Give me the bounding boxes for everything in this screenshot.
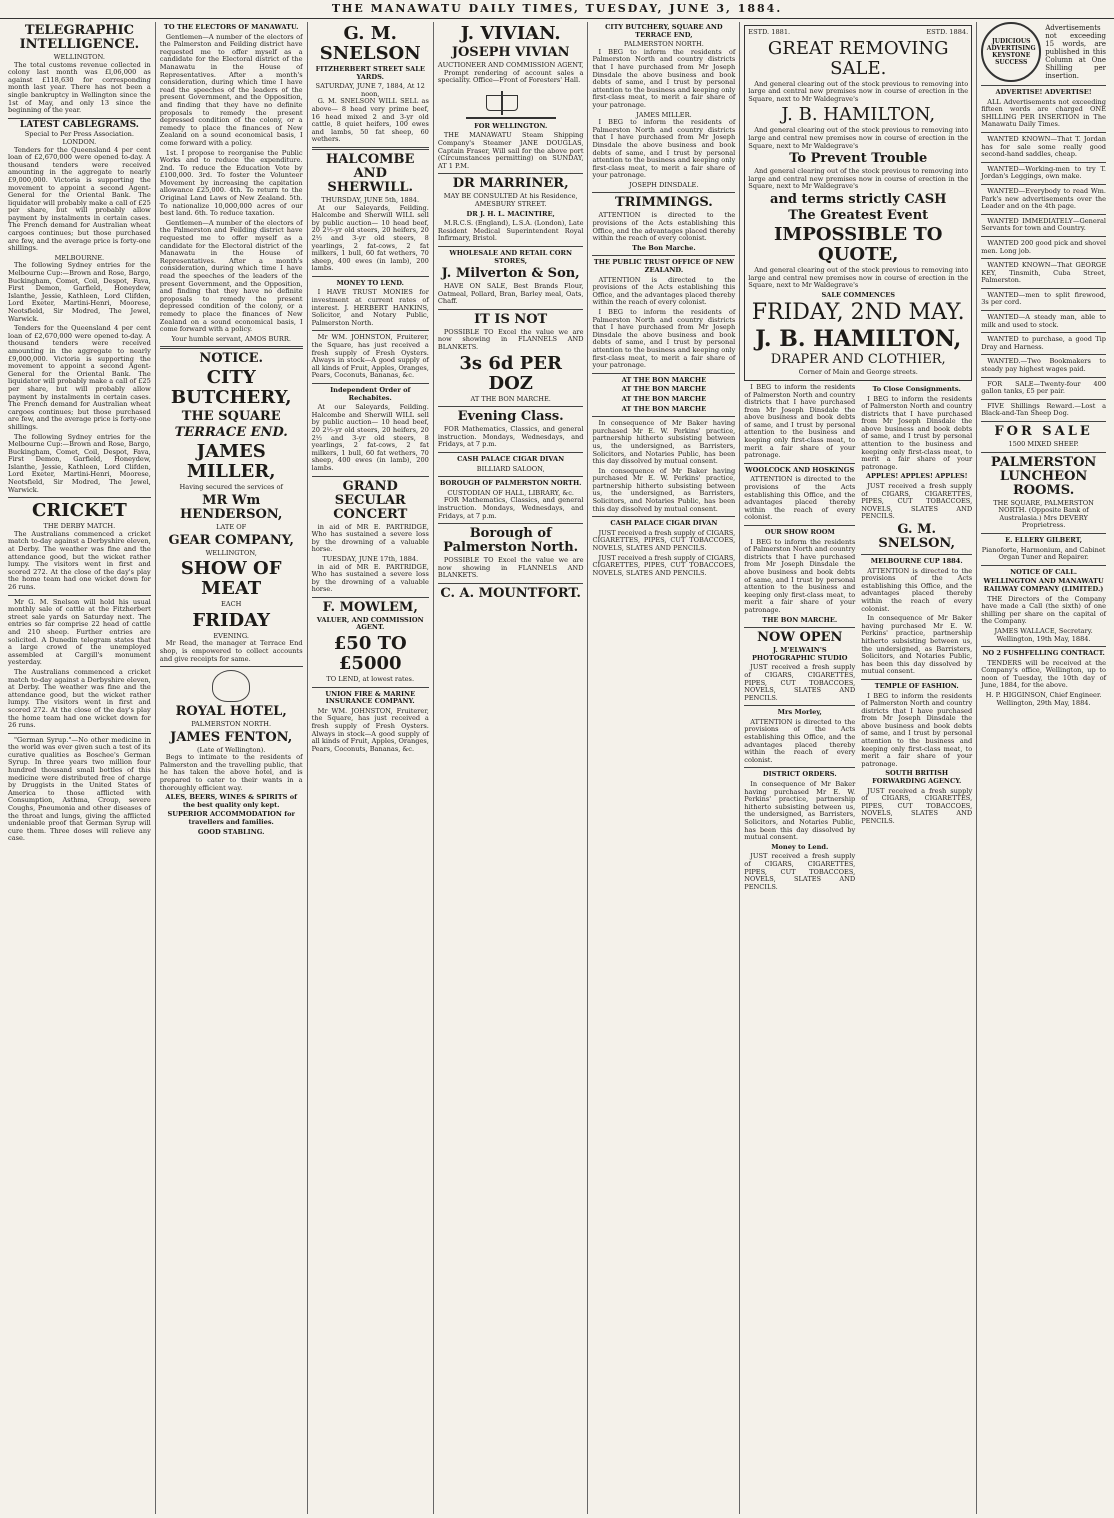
ad-heading: NO 2 FUSHFELLING CONTRACT. (982, 649, 1105, 658)
hamilton-ad (744, 25, 972, 381)
ad-heading: FOR SALE (994, 424, 1093, 439)
classified-ad: WANTED 200 good pick and shovel men. Long job. (981, 238, 1107, 255)
ad-text: I BEG to inform the residents of Palmerston North and country districts that I have purchased from Mr Joseph Dinsdale the above business and book debts of same, and I trust by personal attention to the business and keeping only first-class meat, to merit a fair share of your patronage. (861, 691, 973, 768)
ad-text: Prompt rendering of account sales a speciality. Office—Front of Foresters' Hall. (437, 68, 584, 85)
left-subcolumn (744, 384, 855, 893)
ad-text: Corner of Main and George streets. (798, 368, 918, 377)
ad-text: THE Directors of the Company have made a Call (the sixth) of one shilling per share on the capital of the Company. (981, 594, 1107, 626)
ad-heading: OUR SHOW ROOM (764, 528, 835, 536)
advertising-stamp-icon: JUDICIOUS ADVERTISING KEYSTONE SUCCESS (981, 22, 1041, 82)
article-text: Tenders for the Queensland 4 per cent loan of £2,670,000 were opened to-day. A thousand tenders were received amounting in the aggregate to nearly £9,000,000. Victoria is supporting the movement to appoint a second Agent-General for the Oriental Bank. The liquidator will probably make a call of £25 per share, but will probably allow payment by instalments in certain cases. The French demand for Australian wheat cargoes continues; but those purchased are few, and the average price is forty-one shillings. (8, 145, 151, 253)
ad-heading: GRAND SECULAR CONCERT (333, 478, 408, 522)
ad-text: LATE OF (216, 522, 247, 531)
ad-heading: The Bon Marche. (632, 243, 696, 252)
ad-text: ATTENTION is directed to the provisions of the Acts establishing this Office, and the advantages placed thereby within the reach of every colonist. (592, 275, 736, 307)
signature: JOSEPH DINSDALE. (629, 180, 699, 189)
ad-text: I BEG to inform the residents of Palmerston North and country districts that I have purchased from Mr Joseph Dinsdale the above business and book debts of same, and I trust by personal attention to the business and keeping only first-class meat, to merit a fair share of your patronage. (592, 118, 736, 180)
ad-text: MAY BE CONSULTED At his Residence, AMESBURY STREET. (443, 192, 578, 208)
notice-heading: NOTICE. (199, 351, 264, 367)
ad-text: FOR Mathematics, Classics, and general instruction. Mondays, Wednesdays, and Fridays, at 7 p.m. (437, 425, 584, 449)
ad-heading: To Close Consignments. (872, 384, 961, 393)
signature: Your humble servant, AMOS BURR. (171, 334, 291, 343)
ad-heading: J. M'ELWAIN'S PHOTOGRAPHIC STUDIO (751, 646, 848, 662)
ad-heading: AT THE BON MARCHE (621, 394, 707, 403)
column-6 (740, 22, 977, 1514)
ad-text: ESTD. 1881. (748, 28, 791, 36)
ad-text: THE SQUARE, PALMERSTON NORTH. (Opposite Bank of Australasia.) Mrs DEVERY Proprietress. (993, 498, 1094, 530)
article-text: The following Sydney entries for the Melbourne Cup:—Brown and Rose, Bargo, Buckingham, Comet, Coil, Despot, Fava, First Demon, Garfield, Honeydew, Islanthe, Jessie, Kathleen, Lord Clifden, Lord Exeter, Martini-Henri, Moorese, Neotsfield, Sir Modred, The Jewel, Warwick. (8, 432, 151, 494)
ad-heading: SHOW OF MEAT (180, 558, 282, 600)
ad-text: In consequence of Mr Baker having purchased Mr E. W. Perkins' practice, partnership hitherto subsisting between us, the undersigned, as Barristers, Solicitors, and Notaries Public, has been this day dissolved by mutual consent. (744, 780, 856, 842)
ad-heading: JOSEPH VIVIAN (451, 45, 570, 60)
ad-text: JUST received a fresh supply of CIGARS, CIGARETTES, PIPES, CUT TOBACCOES, NOVELS, SLATES AND PENCILS. (861, 786, 973, 825)
ad-text: JUST received a fresh supply of CIGARS, CIGARETTES, PIPES, CUT TOBACCOES, NOVELS, SLATES AND PENCILS. (861, 482, 973, 521)
ad-heading: SOUTH BRITISH FORWARDING AGENCY. (872, 769, 962, 786)
ad-heading: Borough of Palmerston North. (443, 526, 579, 556)
classified-ad: WANTED IMMEDIATELY—General Servants for town and Country. (981, 216, 1107, 233)
ad-heading: AT THE BON MARCHE (621, 375, 707, 384)
ad-text: THURSDAY, JUNE 5th, 1884. (321, 195, 420, 204)
ad-heading: Independent Order of Rechabites. (330, 386, 411, 402)
ad-text: I BEG to inform the residents of Palmerston North and country districts that I have purchased from Mr Joseph Dinsdale the above business and book debts of same, and I trust by personal attention to the business and keeping only first-class meat, to merit a fair share of your patronage. (592, 308, 736, 370)
ad-text: FOR Mathematics, Classics, and general instruction. Mondays, Wednesdays, and Fridays, at 7 p.m. (437, 496, 584, 520)
ad-heading: ADVERTISE! ADVERTISE! (995, 88, 1092, 96)
ad-text: I BEG to inform the residents of Palmerston North and country districts that I have purchased from Mr Joseph Dinsdale the above business and book debts of same, and I trust by personal attention to the business and keeping only first-class meat, to merit a fair share of your patronage. (861, 394, 973, 471)
ad-heading: FRIDAY (192, 609, 271, 631)
ad-text: TO LEND, at lowest rates. (326, 675, 415, 684)
ad-text: At our Saleyards, Feilding. Halcombe and Sherwill WILL sell by public auction— 10 head beef, 20 2½-yr old steers, 20 heifers, 20 2½ and 3-yr old steers, 8 yearlings, 2 fat-cows, 2 fat milkers, 1 bull, 60 fat wethers, 70 sheep, 400 ewes (in lamb), 200 lambs. (311, 403, 429, 472)
ad-text: TENDERS will be received at the Company's office, Wellington, up to noon of Tuesday, the 10th day of June, 1884, for the above. (981, 658, 1107, 690)
ad-heading: AT THE BON MARCHE (621, 404, 707, 413)
ad-heading: THE BON MARCHE. (762, 615, 838, 624)
ad-heading: and terms strictly CASH (770, 191, 947, 207)
ad-text: WELLINGTON, (205, 548, 257, 557)
ad-heading: 3s 6d PER DOZ (459, 352, 562, 394)
ad-heading: Mrs Morley, (777, 708, 822, 717)
ad-heading: PALMERSTON LUNCHEON ROOMS. (990, 454, 1097, 498)
ad-text: POSSIBLE TO Excel the value we are now showing in FLANNELS AND BLANKETS. (437, 327, 584, 352)
ad-text: PALMERSTON NORTH. (191, 720, 272, 729)
ad-heading: MONEY TO LEND. (336, 278, 404, 287)
ad-heading: DRAPER AND CLOTHIER, (770, 352, 946, 368)
signature: H. P. HIGGINSON, Chief Engineer. Wellington, 29th May, 1884. (985, 691, 1102, 707)
ad-text: BILLIARD SALOON, (476, 464, 545, 473)
ad-text: in aid of MR E. PARTRIDGE, Who has sustained a severe loss by the drowning of a valuable horse. (311, 522, 429, 554)
classified-ad: WANTED—men to split firewood, 3s per cord. (981, 290, 1107, 307)
ad-heading: JAMES FENTON, (170, 729, 293, 745)
ad-text: AT THE BON MARCHE. (470, 394, 551, 403)
coat-of-arms-icon (212, 670, 250, 702)
ad-heading: IT IS NOT (474, 311, 548, 327)
ad-text: CUSTODIAN OF HALL, LIBRARY, &c. (447, 488, 574, 497)
ad-heading: TRIMMINGS. (614, 195, 713, 211)
classified-ad: WANTED—Everybody to read Wm. Park's new advertisements over the Leader and on the 4th page. (981, 186, 1107, 211)
ad-text: ATTENTION is directed to the provisions of the Acts establishing this Office, and the advantages placed thereby within the reach of every colonist. (744, 717, 856, 764)
ad-text: TUESDAY, JUNE 17th, 1884. (322, 554, 419, 563)
article-text: The following Sydney entries for the Melbourne Cup:—Brown and Rose, Bargo, Buckingham, Comet, Coil, Despot, Fava, First Demon, Garfield, Honeydew, Islanthe, Jessie, Kathleen, Lord Clifden, Lord Exeter, Martini-Henri, Moorese, Neotsfield, Sir Modred, The Jewel, Warwick. (8, 261, 151, 323)
cricket-heading: CRICKET (32, 500, 127, 522)
ad-heading: TERRACE END. (174, 425, 288, 441)
right-subcolumn (861, 384, 972, 893)
vivian-heading: J. VIVIAN. (460, 23, 561, 44)
classified-ad: WANTED.—Two Bookmakers to steady pay highest wages paid. (981, 357, 1107, 374)
ad-text: PALMERSTON NORTH. (623, 40, 704, 49)
ad-heading: WOOLCOCK AND HOSKINGS (745, 465, 855, 474)
ad-text: AUCTIONEER AND COMMISSION AGENT, (437, 61, 584, 69)
dateline: WELLINGTON. (53, 53, 106, 61)
ad-heading: BOROUGH OF PALMERSTON NORTH. (439, 479, 582, 488)
ad-text: Pianoforte, Harmonium, and Cabinet Organ Tuner and Repairer. (981, 545, 1106, 562)
classified-ad: FIVE Shillings Reward.—Lost a Black-and-Tan Sheep Dog. (981, 401, 1107, 418)
ad-text: HAVE ON SALE, Best Brands Flour, Oatmeal, Pollard, Bran, Barley meal, Oats, Chaff. (437, 282, 584, 306)
electors-heading: TO THE ELECTORS OF MANAWATU. (163, 23, 299, 31)
ad-heading: SALE COMMENCES (821, 290, 895, 299)
ad-heading: WHOLESALE AND RETAIL CORN STORES, (449, 248, 573, 265)
classified-ad: WANTED—A steady man, able to milk and used to stock. (981, 313, 1107, 329)
ad-heading: MELBOURNE CUP 1884. (870, 557, 963, 565)
classified-ad: WANTED to purchase, a good Tip Dray and Harness. (981, 335, 1107, 351)
hotel-heading: ROYAL HOTEL, (175, 704, 287, 720)
ad-heading: THE PUBLIC TRUST OFFICE OF NEW ZEALAND. (593, 258, 734, 275)
ad-text: 1500 MIXED SHEEP. (1008, 440, 1079, 448)
ad-heading: HALCOMBE AND SHERWILL. (325, 151, 415, 195)
ad-heading: IMPOSSIBLE TO QUOTE, (773, 223, 943, 265)
ad-text: JUST received a fresh supply of CIGARS, CIGARETTES, PIPES, CUT TOBACCOES, NOVELS, SLATES AND PENCILS. (744, 852, 856, 891)
article-text: Tenders for the Queensland 4 per cent loan of £2,670,000 were opened to-day. A thousand tenders were received amounting in the aggregate to nearly £9,000,000. Victoria is supporting the movement to appoint a second Agent-General for the Oriental Bank. The liquidator will probably make a call of £25 per share, but will probably allow payment by instalments in certain cases. The French demand for Australian wheat cargoes continues; but those purchased are few, and the average price is forty-one shillings. (8, 324, 151, 431)
ad-text: Mr Read, the manager at Terrace End shop, is empowered to collect accounts and give receipts for same. (159, 639, 303, 663)
ad-text: ESTD. 1884. (926, 28, 969, 36)
column-3 (308, 22, 434, 1514)
ad-text: I BEG to inform the residents of Palmerston North and country districts that I have purchased from Mr Joseph Dinsdale the above business and book debts of same, and I trust by personal attention to the business and keeping only first-class meat, to merit a fair share of your patronage. (744, 537, 856, 614)
ad-text: ALL Advertisements not exceeding fifteen words are charged ONE SHILLING PER INSERTION in The Manawatu Daily Times. (981, 97, 1107, 129)
ad-heading: G. M. SNELSON, (878, 522, 956, 551)
ad-heading: Money to Lend. (771, 842, 829, 851)
ad-heading: VALUER, AND COMMISSION AGENT. (316, 615, 424, 632)
ad-text: I HAVE TRUST MONIES for investment at current rates of interest. J. HERBERT HANKINS, Solicitor, and Notary Public, Palmerston North. (311, 288, 429, 327)
ad-heading: ALES, BEERS, WINES & SPIRITS of the best quality only kept. (165, 793, 297, 809)
newspaper-columns (4, 22, 1110, 1514)
ad-heading: NOW OPEN (757, 630, 843, 646)
ad-heading: THE SQUARE (181, 409, 281, 425)
telegraphic-heading: TELEGRAPHIC INTELLIGENCE. (19, 23, 140, 52)
ad-heading: GREAT REMOVING SALE. (767, 37, 949, 79)
ad-text: I BEG to inform the residents of Palmerston North and country districts that I have purchased from Mr Joseph Dinsdale the above business and book debts of same, and I trust by personal attention to the business and keeping only first-class meat, to merit a fair share of your patronage. (592, 47, 736, 109)
column-1 (4, 22, 156, 1514)
ad-text: ATTENTION is directed to the provisions of the Acts establishing this Office, and the advantages placed thereby within the reach of every colonist. (861, 566, 973, 613)
ad-text: JUST received a fresh supply of CIGARS, CIGARETTES, PIPES, CUT TOBACCOES, NOVELS, SLATES AND PENCILS. (592, 528, 736, 553)
column-7 (977, 22, 1110, 1514)
column-2 (156, 22, 308, 1514)
ad-heading: FRIDAY, 2ND MAY. (751, 300, 965, 326)
article-text: The total customs revenue collected in colony last month was £l,06,000 as against £118,630 for corresponding month last year. There has not been a single bankruptcy in Wellington since the 1st of May, and only 13 since the beginning of the year. (8, 60, 151, 115)
snelson-heading: G. M. SNELSON (319, 23, 421, 64)
subheading: MELBOURNE. (54, 253, 105, 262)
ad-text: EVENING. (213, 631, 250, 640)
ad-heading: NOTICE OF CALL. (1010, 567, 1078, 576)
classified-ad: FOR SALE—Twenty-four 400 gallon tanks, £5 per pair. (981, 379, 1107, 396)
subheading: Special to Per Press Association. LONDON. (24, 130, 135, 146)
ad-heading: J. Milverton & Son, (441, 266, 580, 282)
ad-heading: JAMES MILLER, (186, 441, 276, 483)
ad-heading: F. MOWLEM, (322, 599, 418, 615)
ad-text: G. M. SNELSON WILL SELL as above— 8 head very prime beef, 16 head mixed 2 and 3-yr old cattle, 8 quiet heifers, 100 ewes and lambs, 50 fat sheep, 60 wethers. (311, 97, 429, 144)
ad-text: And general clearing out of the stock previous to removing into large and central new premises now in course of erection in the Square, next to Mr Waldegrave's (748, 265, 969, 290)
ad-text: JUST received a fresh supply of CIGARS, CIGARETTES, PIPES, CUT TOBACCOES, NOVELS, SLATES AND PENCILS. (592, 553, 736, 577)
ad-heading: The Greatest Event (788, 207, 929, 223)
ad-heading: GEAR COMPANY, (168, 532, 294, 548)
ad-text: ATTENTION is directed to the provisions of the Acts establishing this Office, and the advantages placed thereby within the reach of every colonist. (592, 211, 736, 243)
article-text: "German Syrup."—No other medicine in the world was ever given such a test of its curative qualities as Boschee's German Syrup. In three years two million four hundred thousand small bottles of this medicine were distributed free of charge by Druggists in the United States of America to those afflicted with Consumption, Asthma, Croup, severe Coughs, Pneumonia and other diseases of the throat and lungs, giving the afflicted undeniable proof that German Syrup will cure them. Three doses will relieve any case. (8, 735, 151, 843)
ad-text: THE MANAWATU Steam Shipping Company's Steamer JANE DOUGLAS, Captain Fraser, Will sail for the above port (Circumstances permitting) on SUNDAY, AT 1 P.M. (437, 131, 584, 170)
ad-heading: CASH PALACE CIGAR DIVAN (457, 455, 565, 464)
ad-heading: E. ELLERY GILBERT, (1005, 535, 1083, 544)
ad-heading: CITY BUTCHERY, (170, 367, 292, 409)
article-text: The Australians commenced a cricket match to-day against a Derbyshire eleven, at Derby. The weather was fine and the attendance good, but the wicket rather lumpy. The visitors went in first and scored 272. At the close of the day's play the home team had one wicket down for 26 runs. (8, 529, 151, 591)
ad-text: Having secured the services of (179, 483, 283, 492)
ad-heading: FOR WELLINGTON. (474, 121, 548, 130)
signature: JAMES MILLER. (636, 110, 692, 119)
ad-heading: CASH PALACE CIGAR DIVAN (610, 519, 718, 528)
article-text: Mr G. M. Snelson will hold his usual monthly sale of cattle at the Fitzherbert street sale yards on Saturday next. The entries so far comprise 22 head of cattle and 210 sheep. Further entries are solicited. A Dunedin telegram states that a large crowd of the unemployed assembled at Cargill's monument yesterday. (8, 597, 151, 667)
ad-heading: DISTRICT ORDERS. (762, 770, 837, 779)
ad-heading: APPLES! APPLES! APPLES! (865, 472, 968, 481)
ad-heading: GOOD STABLING. (197, 827, 265, 836)
ad-heading: TEMPLE OF FASHION. (874, 681, 959, 690)
subheading: THE DERBY MATCH. (43, 522, 116, 531)
ad-text: M.R.C.S. (England), L.S.A. (London), Late Resident Medical Superintendent Royal Infirmary, Bristol. (437, 219, 584, 243)
article-text: The Australians commenced a cricket match to-day against a Derbyshire eleven, at Derby. The weather was fine and the attendance good, but the wicket rather lumpy. The visitors went in first and scored 272. At the close of the day's play the home team had one wicket down for 26 runs. (8, 667, 151, 730)
ad-text: Begs to intimate to the residents of Palmerston and the travelling public, that he has taken the above hotel, and is prepared to cater to their wants in a thoroughly efficient way. (159, 753, 303, 792)
classified-ad: WANTED—Working-men to try T. Jordan's Leggings, own make. (981, 164, 1107, 181)
ad-heading: SUPERIOR ACCOMMODATION for travellers and families. (167, 810, 295, 827)
ad-text: Mr WM. JOHNSTON, Fruiterer, the Square, has just received a fresh supply of Fresh Oysters. Always in stock—A good supply of all kinds of Fruit, Apples, Oranges, Pears, Coconuts, Bananas, &c. (311, 706, 429, 753)
article-text: 1st. I propose to reorganise the Public Works and to reduce the expenditure. 2nd. To reduce the Education Vote by £100,000. 3rd. To foster the Volunteer Movement by increasing the capitation allowance £25,000. 4th. To return to the Original Land Laws of New Zealand. 5th. To nationalize 10,000,000 acres of our best land. 6th. To reduce taxation. (159, 148, 303, 218)
ad-text: In consequence of Mr Baker having purchased Mr E. W. Perkins' practice, partnership hitherto subsisting between us, the undersigned, as Barristers, Solicitors, and Notaries Public, has been this day dissolved by mutual consent. (861, 614, 973, 676)
ad-heading: DR J. H. L. MACINTIRE, (466, 209, 555, 218)
ad-heading: WELLINGTON AND MANAWATU RAILWAY COMPANY (LIMITED.) (983, 577, 1104, 593)
ad-text: SATURDAY, JUNE 7, 1884, At 12 noon, (315, 82, 425, 98)
ad-heading: J. B. HAMILTON, (781, 104, 936, 126)
signature: JAMES WALLACE, Secretary. Wellington, 19th May, 1884. (994, 626, 1093, 643)
ad-text: And general clearing out of the stock previous to removing into large and central new premises now in course of erection in the Square, next to Mr Waldegrave's (748, 79, 969, 103)
ad-heading: MR Wm HENDERSON, (180, 492, 283, 522)
ad-heading: £50 TO £5000 (333, 633, 407, 675)
ad-text: And general clearing out of the stock previous to removing into large and central new premises now in course of erection in the Square, next to Mr Waldegrave's (748, 167, 969, 191)
column-5 (588, 22, 740, 1514)
classified-ad: WANTED KNOWN—That T. Jordan has for sale some really good second-hand saddles, cheap. (981, 134, 1107, 159)
ad-text: At our Saleyards, Feilding. Halcombe and Sherwill WILL sell by public auction— 10 head beef, 20 2½-yr old steers, 20 heifers, 20 2½ and 3-yr old steers, 8 yearlings, 2 fat-cows, 2 fat milkers, 1 bull, 60 fat wethers, 70 sheep, 400 ewes (in lamb), 200 lambs. (311, 203, 429, 273)
steamship-icon (466, 89, 556, 119)
ad-heading: To Prevent Trouble (789, 151, 928, 167)
ad-text: Mr WM. JOHNSTON, Fruiterer, the Square, has just received a fresh supply of Fresh Oysters. Always in stock—A good supply of all kinds of Fruit, Apples, Oranges, Pears, Coconuts, Bananas, &c. (311, 333, 429, 380)
masthead: THE MANAWATU DAILY TIMES, TUESDAY, JUNE 3, 1884. (0, 0, 1114, 19)
ad-text: (Late of Wellington). (196, 745, 266, 754)
ad-heading: CITY BUTCHERY, SQUARE AND TERRACE END, (605, 23, 723, 39)
ad-heading: FITZHERBERT STREET SALE YARDS. (315, 65, 425, 81)
ad-text: JUST received a fresh supply of CIGARS, CIGARETTES, PIPES, CUT TOBACCOES, NOVELS, SLATES AND PENCILS. (744, 663, 856, 702)
column-4 (434, 22, 589, 1514)
ad-text: In consequence of Mr Baker having purchased Mr E. W. Perkins' practice, partnership hitherto subsisting between us, the undersigned, as Barristers, Solicitors, and Notaries Public, has been this day dissolved by mutual consent. (592, 419, 736, 466)
classified-ad: WANTED KNOWN—That GEORGE KEY, Tinsmith, Cuba Street, Palmerston. (981, 261, 1107, 285)
ad-text: EACH (221, 600, 242, 609)
ad-heading: DR MARRINER, (452, 176, 569, 192)
ad-heading: C. A. MOUNTFORT. (440, 585, 581, 601)
ad-text: And general clearing out of the stock previous to removing into large and central new premises now in course of erection in the Square, next to Mr Waldegrave's (748, 126, 969, 150)
ad-text: In consequence of Mr Baker having purchased Mr E. W. Perkins' practice, partnership hitherto subsisting between us, the undersigned, as Barristers, Solicitors, and Notaries Public, has been this day dissolved by mutual consent. (592, 466, 736, 513)
article-text: Gentlemen—A number of the electors of the Palmerston and Feilding district have requested me to offer myself as a candidate for the Electoral district of the Manawatu in the House of Representatives. After a month's consideration, during which time I have read the speeches of the leaders of the present Government, and the Opposition, and finding that they have no definite proposals to remedy the present depressed condition of the colony, or a remedy to place the finances of New Zealand on a sound economical basis, I come forward with a policy. (159, 32, 303, 147)
ad-text: ATTENTION is directed to the provisions of the Acts establishing this Office, and the advantages placed thereby within the reach of every colonist. (744, 475, 856, 522)
ad-heading: AT THE BON MARCHE (621, 385, 707, 394)
ad-text: in aid of MR E. PARTRIDGE, Who has sustained a severe loss by the drowning of a valuable horse. (311, 562, 429, 594)
cablegrams-heading: LATEST CABLEGRAMS. (19, 119, 139, 130)
ad-text: POSSIBLE TO Excel the value we are now showing in FLANNELS AND BLANKETS. (437, 556, 584, 580)
article-text: Gentlemen—A number of the electors of the Palmerston and Feilding district have requested me to offer myself as a candidate for the Electoral district of the Manawatu in the House of Representatives. After a month's consideration, during which time I have read the speeches of the leaders of the present Government, and the Opposition, and finding that they have no definite proposals to remedy the present depressed condition of the colony, or a remedy to place the finances of New Zealand on a sound economical basis, I come forward with a policy. (159, 218, 303, 334)
ad-text: I BEG to inform the residents of Palmerston North and country districts that I have purchased from Mr Joseph Dinsdale the above business and book debts of same, and I trust by personal attention to the business and keeping only first-class meat, to merit a fair share of your patronage. (744, 382, 856, 460)
ad-heading: Evening Class. (457, 409, 564, 425)
ad-heading: UNION FIRE & MARINE INSURANCE COMPANY. (325, 689, 416, 706)
ad-text: Advertisements not exceeding 15 words, are published in this Column at One Shilling per insertion. (1045, 24, 1107, 80)
ad-heading: J. B. HAMILTON, (755, 326, 962, 353)
